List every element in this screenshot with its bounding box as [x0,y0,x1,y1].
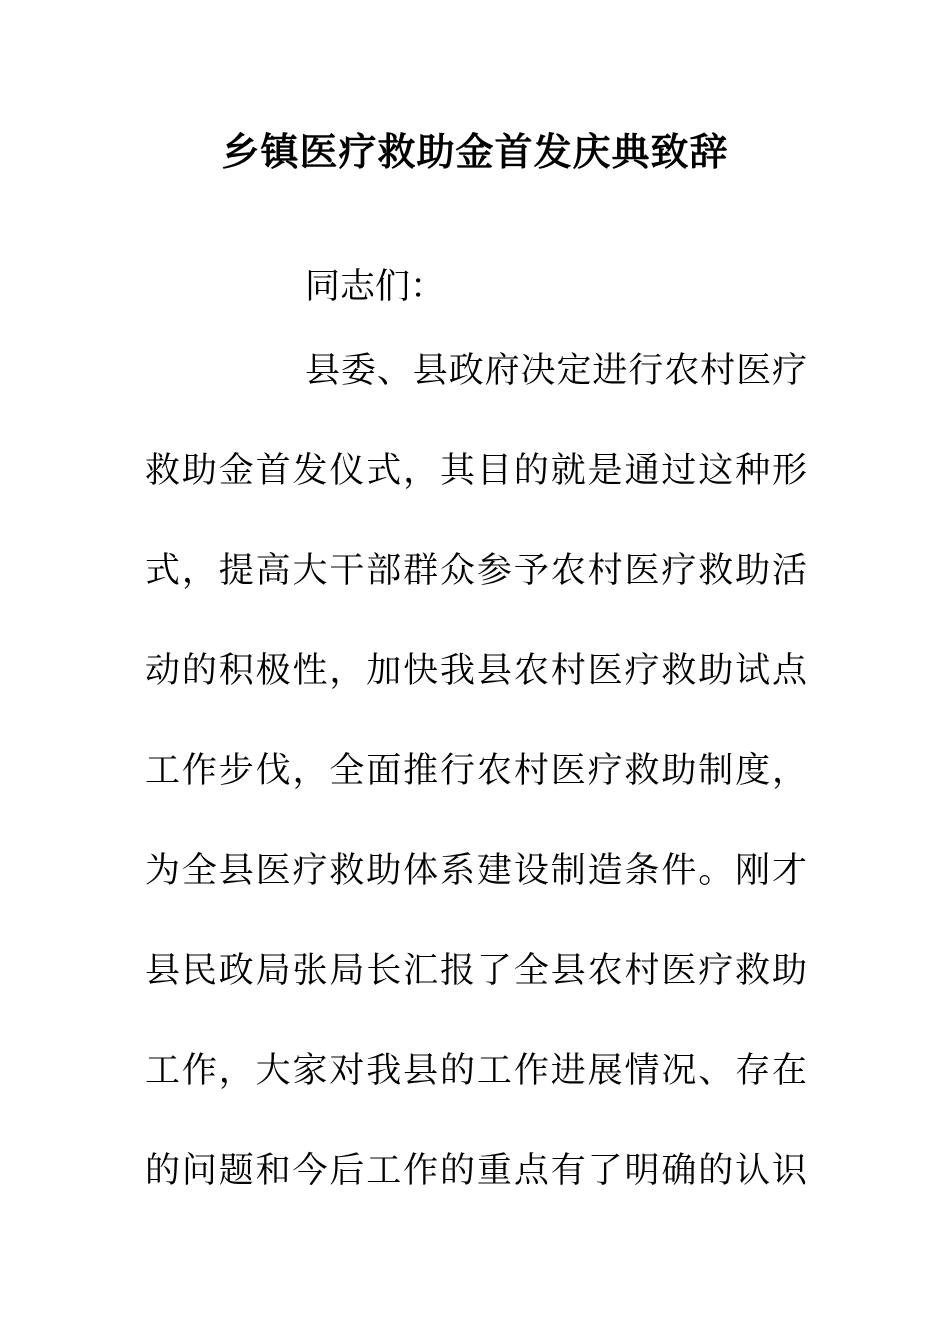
document-title: 乡镇医疗救助金首发庆典致辞 [221,129,729,174]
paragraph-line: 式，提高大干部群众参予农村医疗救助活 [145,551,807,591]
paragraph-line: 工作，大家对我县的工作进展情况、存在 [145,1051,807,1091]
paragraph-line: 动的积极性，加快我县农村医疗救助试点 [145,651,807,691]
paragraph-line: 县委、县政府决定进行农村医疗 [305,351,807,391]
salutation: 同志们： [305,267,446,307]
paragraph-line: 工作步伐，全面推行农村医疗救助制度， [145,751,807,791]
paragraph-line: 救助金首发仪式，其目的就是通过这种形 [145,451,807,491]
paragraph-line: 县民政局张局长汇报了全县农村医疗救助 [145,951,807,991]
paragraph-line: 为全县医疗救助体系建设制造条件。刚才 [145,851,807,891]
paragraph-line: 的问题和今后工作的重点有了明确的认识 [145,1151,807,1191]
